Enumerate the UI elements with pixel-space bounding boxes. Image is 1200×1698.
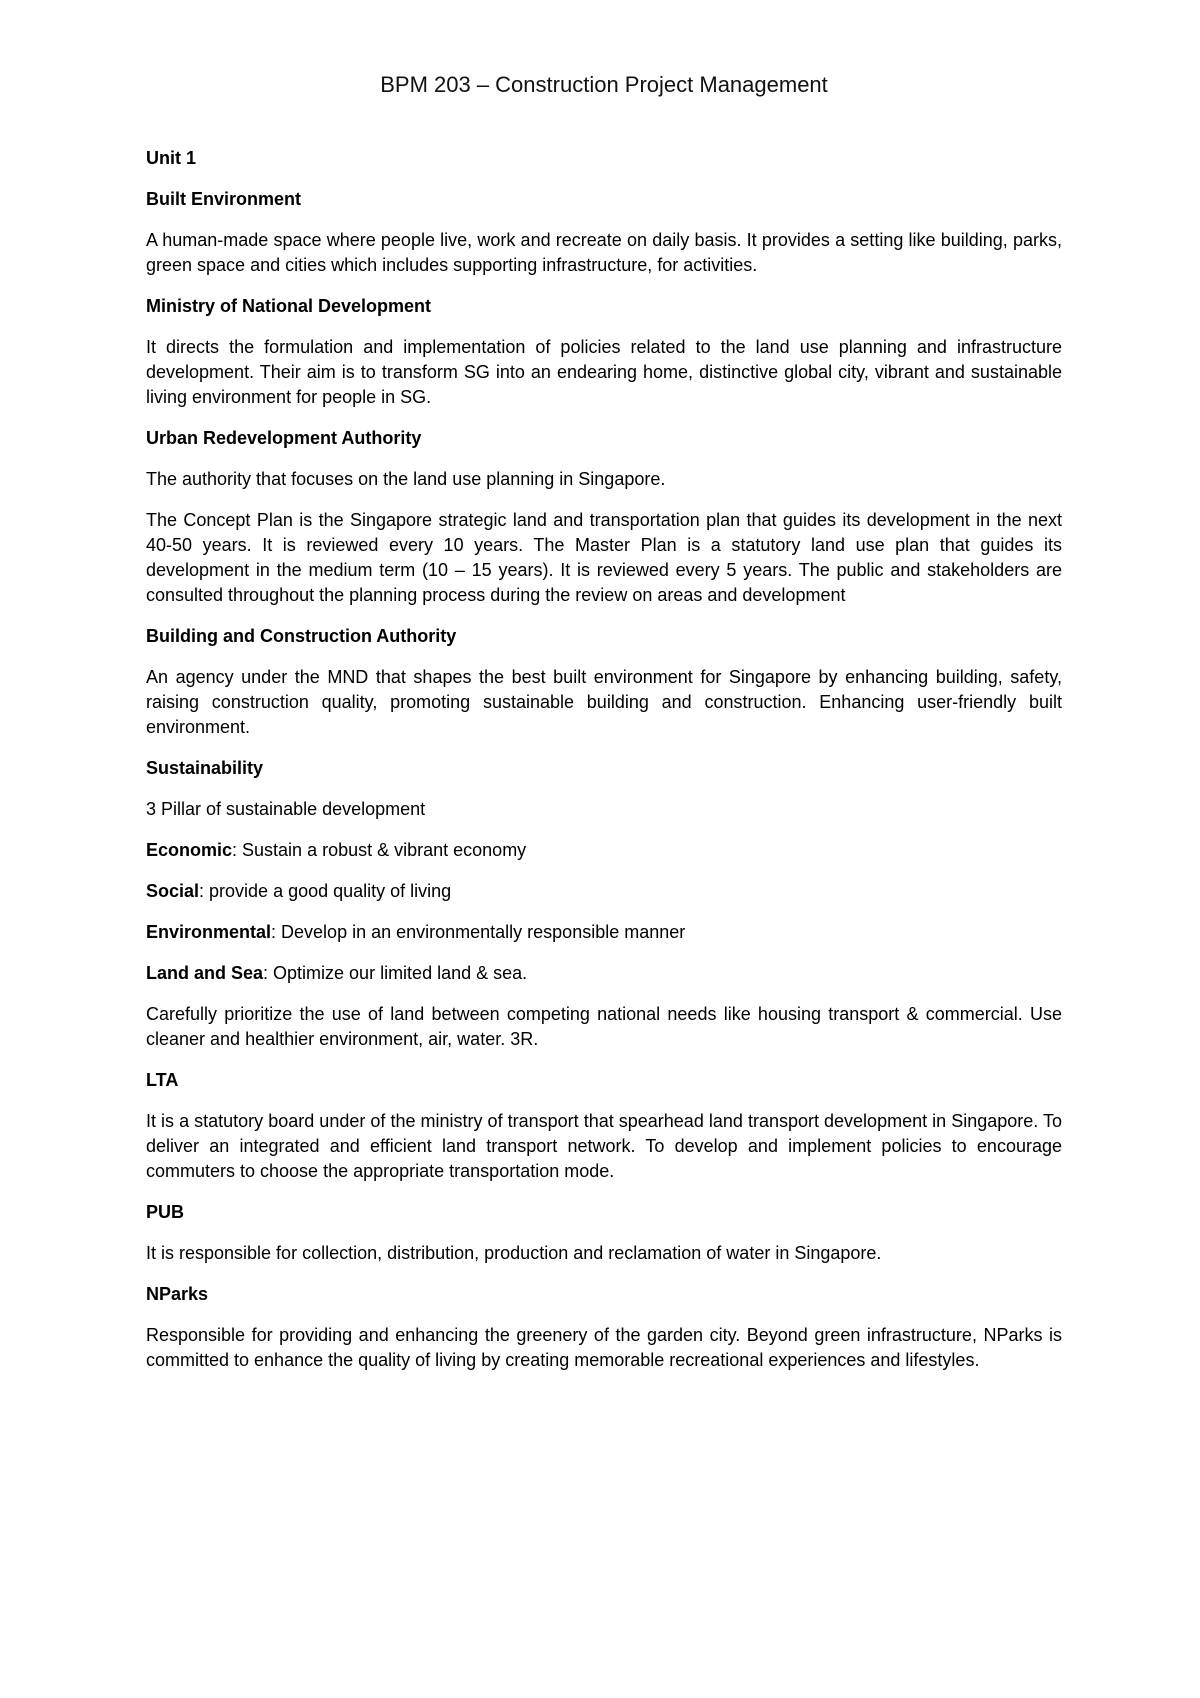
pub-paragraph: It is responsible for collection, distribution, production and reclamation of water in Singapore. <box>146 1243 882 1263</box>
pillar-land-sea-text: : Optimize our limited land & sea. <box>263 963 528 983</box>
nparks-paragraph: Responsible for providing and enhancing the greenery of the garden city. Beyond green infrastructure, NParks is committed to enhance the quality of living by creating memorable recreational experiences and lifestyles. <box>146 1325 1062 1370</box>
sustainability-heading: Sustainability <box>146 758 264 778</box>
mnd-heading: Ministry of National Development <box>146 296 432 316</box>
lta-heading: LTA <box>146 1070 179 1090</box>
mnd-paragraph: It directs the formulation and implementation of policies related to the land use planning and infrastructure development. Their aim is to transform SG into an endearing home, distinctive global city, vibrant and sustainable living environment for people in SG. <box>146 337 1062 407</box>
pillar-environmental-term: Environmental <box>146 922 272 942</box>
document-body <box>146 146 1062 1389</box>
pillar-land-sea-term: Land and Sea <box>146 963 264 983</box>
ura-heading: Urban Redevelopment Authority <box>146 428 422 448</box>
ura-paragraph-2: The Concept Plan is the Singapore strategic land and transportation plan that guides its development in the next 40-50 years. It is reviewed every 10 years. The Master Plan is a statutory land use plan that guides its development in the medium term (10 – 15 years). It is reviewed every 5 years. The public and stakeholders are consulted throughout the planning process during the review on areas and development <box>146 510 1062 605</box>
unit-heading: Unit 1 <box>146 148 197 168</box>
bca-heading: Building and Construction Authority <box>146 626 457 646</box>
pillar-environmental-text: : Develop in an environmentally responsible manner <box>271 922 686 942</box>
built-environment-heading: Built Environment <box>146 189 302 209</box>
sustainability-intro: 3 Pillar of sustainable development <box>146 799 426 819</box>
pillar-environmental <box>146 920 1062 945</box>
pillar-social-text: : provide a good quality of living <box>199 881 452 901</box>
pillar-land-sea <box>146 961 1062 986</box>
pillar-economic <box>146 838 1062 863</box>
ura-paragraph-1: The authority that focuses on the land use planning in Singapore. <box>146 469 666 489</box>
sustainability-paragraph: Carefully prioritize the use of land between competing national needs like housing transport & commercial. Use cleaner and healthier environment, air, water. 3R. <box>146 1004 1062 1049</box>
pub-heading: PUB <box>146 1202 185 1222</box>
lta-paragraph: It is a statutory board under of the ministry of transport that spearhead land transport development in Singapore. To deliver an integrated and efficient land transport network. To develop and implement policies to encourage commuters to choose the appropriate transportation mode. <box>146 1111 1062 1181</box>
nparks-heading: NParks <box>146 1284 209 1304</box>
built-environment-paragraph: A human-made space where people live, work and recreate on daily basis. It provides a setting like building, parks, green space and cities which includes supporting infrastructure, for activities. <box>146 230 1062 275</box>
document-title: BPM 203 – Construction Project Management <box>380 72 828 97</box>
pillar-social-term: Social <box>146 881 200 901</box>
pillar-economic-term: Economic <box>146 840 233 860</box>
pillar-social <box>146 879 1062 904</box>
pillar-economic-text: : Sustain a robust & vibrant economy <box>232 840 527 860</box>
bca-paragraph: An agency under the MND that shapes the best built environment for Singapore by enhancing building, safety, raising construction quality, promoting sustainable building and construction. Enhancing user-friendly built environment. <box>146 667 1062 737</box>
